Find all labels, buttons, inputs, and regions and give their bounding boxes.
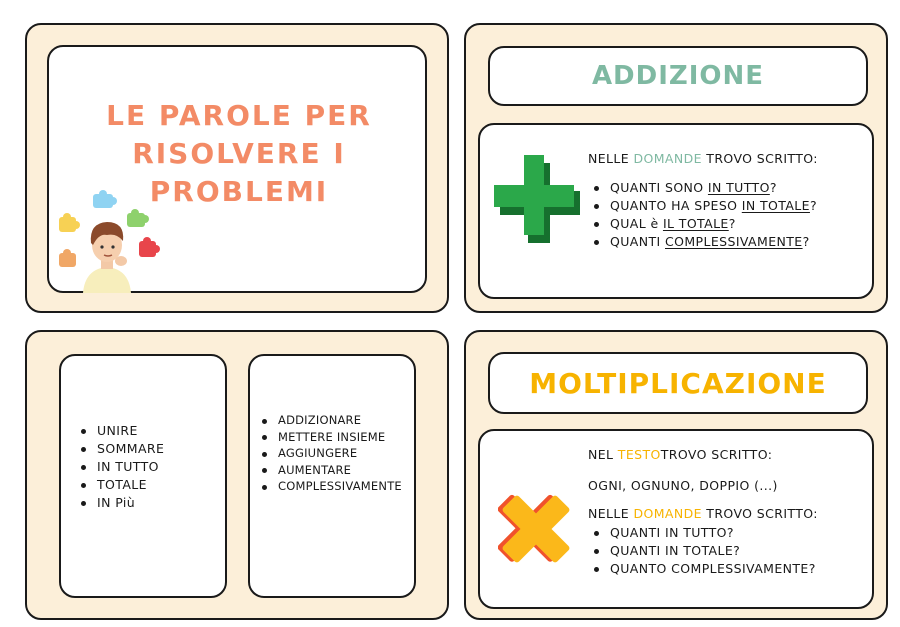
moltiplicazione-content-box	[478, 429, 874, 609]
list-item: AGGIUNGERE	[256, 445, 402, 462]
list-item: QUANTI COMPLESSIVAMENTE?	[588, 233, 817, 251]
times-icon	[498, 491, 574, 567]
list-item: QUANTO HA SPESO IN TOTALE?	[588, 197, 817, 215]
puzzle-piece-green-icon	[127, 209, 149, 227]
examples-text: OGNI, OGNUNO, DOPPIO (...)	[588, 478, 778, 493]
plus-icon	[490, 153, 582, 243]
list-item: QUANTO COMPLESSIVAMENTE?	[588, 560, 816, 578]
list-item: QUANTI SONO IN TUTTO?	[588, 179, 817, 197]
list-item: UNIRE	[75, 422, 164, 440]
moltiplicazione-heading-box	[488, 352, 868, 414]
list-item: QUANTI IN TOTALE?	[588, 542, 816, 560]
thinking-boy-illustration	[55, 189, 165, 293]
list-item: TOTALE	[75, 476, 164, 494]
list-item: COMPLESSIVAMENTE	[256, 478, 402, 495]
list-item: SOMMARE	[75, 440, 164, 458]
title-card	[25, 23, 449, 313]
moltiplicazione-card	[464, 330, 888, 620]
list-item: QUAL è IL TOTALE?	[588, 215, 817, 233]
addizione-content-box	[478, 123, 874, 299]
puzzle-piece-yellow-icon	[59, 213, 80, 232]
domande-highlight: DOMANDE	[633, 506, 702, 521]
left-list-box	[59, 354, 227, 598]
list-item: AUMENTARE	[256, 462, 402, 479]
list-item: IN TUTTO	[75, 458, 164, 476]
addizione-heading-box	[488, 46, 868, 106]
puzzle-piece-orange-icon	[59, 249, 76, 267]
questions-intro: NELLE DOMANDE TROVO SCRITTO:	[588, 506, 818, 521]
title-box	[47, 45, 427, 293]
list-item: METTERE INSIEME	[256, 429, 402, 446]
domande-highlight: DOMANDE	[633, 151, 702, 166]
puzzle-piece-blue-icon	[93, 190, 117, 208]
moltiplicazione-heading: MOLTIPLICAZIONE	[529, 366, 827, 400]
puzzle-piece-red-icon	[139, 237, 160, 257]
testo-highlight: TESTO	[617, 447, 661, 462]
text-intro: NEL TESTOTROVO SCRITTO:	[588, 447, 773, 462]
list-item: ADDIZIONARE	[256, 412, 402, 429]
addizione-list	[588, 179, 817, 251]
left-word-list	[75, 422, 164, 512]
addizione-intro: NELLE DOMANDE TROVO SCRITTO:	[588, 151, 818, 166]
addizione-heading: ADDIZIONE	[591, 61, 765, 91]
word-lists-card	[25, 330, 449, 620]
list-item: QUANTI IN TUTTO?	[588, 524, 816, 542]
right-list-box	[248, 354, 416, 598]
page-title: LE PAROLE PER RISOLVERE I PROBLEMI	[106, 99, 372, 208]
right-word-list	[256, 412, 402, 495]
list-item: IN Più	[75, 494, 164, 512]
addizione-card	[464, 23, 888, 313]
moltiplicazione-list	[588, 524, 816, 578]
